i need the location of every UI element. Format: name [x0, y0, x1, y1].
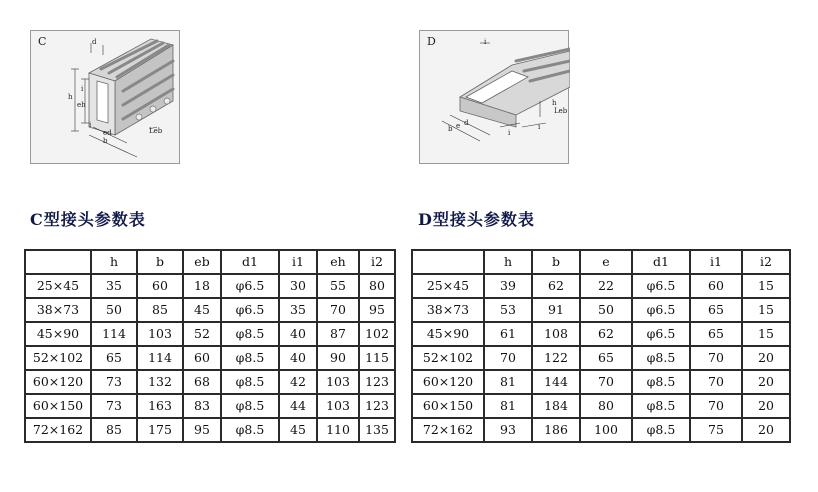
figure-d-letter: D — [427, 35, 436, 48]
figure-d-label-leb: Leb — [554, 107, 568, 115]
table-d-value-cell: φ8.5 — [632, 370, 690, 394]
table-d-value-cell: 144 — [532, 370, 580, 394]
figure-c-label-leb: Leb — [149, 127, 163, 135]
table-d-value-cell: φ8.5 — [632, 418, 690, 442]
table-d-value-cell: φ8.5 — [632, 394, 690, 418]
table-c-size-cell: 45×90 — [25, 322, 91, 346]
figure-c-letter: C — [38, 35, 47, 48]
table-d-header-cell: h — [484, 250, 532, 274]
table-d-value-cell: 184 — [532, 394, 580, 418]
table-c-header-cell: i1 — [279, 250, 317, 274]
table-c-value-cell: 87 — [317, 322, 359, 346]
table-d-body — [412, 250, 790, 442]
table-c-value-cell: 83 — [183, 394, 221, 418]
table-c-value-cell: 163 — [137, 394, 183, 418]
table-c-value-cell: 40 — [279, 322, 317, 346]
table-d-value-cell: 60 — [690, 274, 742, 298]
table-d-value-cell: 62 — [580, 322, 632, 346]
table-c-header-cell: eh — [317, 250, 359, 274]
table-c-body — [25, 250, 395, 442]
table-d-value-cell: 20 — [742, 394, 790, 418]
table-d-value-cell: 50 — [580, 298, 632, 322]
table-d-value-cell: 53 — [484, 298, 532, 322]
table-d-value-cell: 20 — [742, 370, 790, 394]
figure-d-label-d: d — [464, 119, 469, 127]
table-c-size-cell: 60×150 — [25, 394, 91, 418]
table-d-value-cell: 39 — [484, 274, 532, 298]
figure-d-label-i1: i — [508, 129, 511, 137]
table-d-header-cell: e — [580, 250, 632, 274]
table-d-value-cell: φ8.5 — [632, 346, 690, 370]
table-d-value-cell: 81 — [484, 370, 532, 394]
table-d-size-cell: 38×73 — [412, 298, 484, 322]
table-d-value-cell: 100 — [580, 418, 632, 442]
table-d-value-cell: 70 — [690, 370, 742, 394]
table-c-value-cell: 60 — [183, 346, 221, 370]
table-c-value-cell: 85 — [137, 298, 183, 322]
table-c-value-cell: 135 — [359, 418, 395, 442]
figure-d-label-h: h — [552, 99, 557, 107]
table-d-value-cell: 20 — [742, 418, 790, 442]
table-c-value-cell: 115 — [359, 346, 395, 370]
table-d-row — [412, 418, 790, 442]
table-d-header-cell: d1 — [632, 250, 690, 274]
table-c-value-cell: 40 — [279, 346, 317, 370]
table-c-value-cell: 95 — [359, 298, 395, 322]
table-c-value-cell: φ6.5 — [221, 274, 279, 298]
figure-d-label-e: e — [456, 122, 461, 130]
table-c-value-cell: 103 — [137, 322, 183, 346]
table-d-size-cell: 60×120 — [412, 370, 484, 394]
table-d-value-cell: 81 — [484, 394, 532, 418]
table-d-value-cell: 65 — [690, 322, 742, 346]
table-c-value-cell: 42 — [279, 370, 317, 394]
table-c-row — [25, 370, 395, 394]
table-c-title: C型接头参数表 — [30, 210, 146, 229]
table-d-size-cell: 60×150 — [412, 394, 484, 418]
figure-c-connector — [30, 30, 180, 164]
table-d-row — [412, 298, 790, 322]
table-d-row — [412, 322, 790, 346]
figure-c-label-d: d — [92, 38, 97, 46]
table-d-value-cell: 70 — [690, 346, 742, 370]
table-c-value-cell: 95 — [183, 418, 221, 442]
table-d-header-cell: b — [532, 250, 580, 274]
table-d-title: D型接头参数表 — [418, 210, 535, 229]
table-c-value-cell: 123 — [359, 394, 395, 418]
table-c-value-cell: 18 — [183, 274, 221, 298]
table-c-value-cell: 55 — [317, 274, 359, 298]
table-c-size-cell: 52×102 — [25, 346, 91, 370]
table-c-value-cell: 68 — [183, 370, 221, 394]
table-c-value-cell: 110 — [317, 418, 359, 442]
figure-c-label-h: h — [68, 93, 73, 101]
figure-d-label-b: b — [448, 125, 453, 133]
table-d-value-cell: 122 — [532, 346, 580, 370]
table-c-row — [25, 394, 395, 418]
table-c-header-cell: h — [91, 250, 137, 274]
table-c-size-cell: 38×73 — [25, 298, 91, 322]
table-c-value-cell: 114 — [137, 346, 183, 370]
table-d-header-row — [412, 250, 790, 274]
table-c-value-cell: 65 — [91, 346, 137, 370]
figure-d-label-i: i — [484, 38, 487, 46]
table-d-size-cell: 45×90 — [412, 322, 484, 346]
table-c-value-cell: 60 — [137, 274, 183, 298]
table-c-value-cell: 45 — [183, 298, 221, 322]
table-d-header-cell: i2 — [742, 250, 790, 274]
table-d-value-cell: 108 — [532, 322, 580, 346]
table-c-parameters — [24, 249, 396, 443]
figure-c-label-i: i — [81, 85, 84, 93]
drag-chain-c-illustration — [31, 31, 181, 165]
table-c-row — [25, 322, 395, 346]
table-c-header-cell: i2 — [359, 250, 395, 274]
table-c-value-cell: 35 — [91, 274, 137, 298]
table-d-value-cell: 80 — [580, 394, 632, 418]
table-c-row — [25, 298, 395, 322]
table-c-value-cell: 45 — [279, 418, 317, 442]
table-c-value-cell: φ6.5 — [221, 298, 279, 322]
figure-c-label-b: b — [103, 137, 108, 145]
table-d-value-cell: 65 — [580, 346, 632, 370]
figure-c-label-eh: eh — [77, 101, 86, 109]
table-c-value-cell: 80 — [359, 274, 395, 298]
table-c-value-cell: 35 — [279, 298, 317, 322]
table-d-size-cell: 72×162 — [412, 418, 484, 442]
table-d-parameters — [411, 249, 791, 443]
table-c-value-cell: 123 — [359, 370, 395, 394]
table-c-value-cell: 73 — [91, 370, 137, 394]
table-c-value-cell: 175 — [137, 418, 183, 442]
table-c-value-cell: 103 — [317, 370, 359, 394]
table-c-value-cell: 73 — [91, 394, 137, 418]
table-c-value-cell: 85 — [91, 418, 137, 442]
table-d-value-cell: 75 — [690, 418, 742, 442]
table-d-value-cell: 20 — [742, 346, 790, 370]
table-d-value-cell: 93 — [484, 418, 532, 442]
figure-c-label-i2: i — [89, 121, 92, 129]
table-d-value-cell: 62 — [532, 274, 580, 298]
table-d-value-cell: 91 — [532, 298, 580, 322]
table-c-value-cell: 132 — [137, 370, 183, 394]
table-c-value-cell: 102 — [359, 322, 395, 346]
table-c-size-cell: 60×120 — [25, 370, 91, 394]
table-c-value-cell: φ8.5 — [221, 370, 279, 394]
table-d-row — [412, 346, 790, 370]
table-d-value-cell: 15 — [742, 322, 790, 346]
table-c-row — [25, 418, 395, 442]
table-d-value-cell: 15 — [742, 298, 790, 322]
table-d-value-cell: 70 — [484, 346, 532, 370]
table-d-value-cell: 186 — [532, 418, 580, 442]
table-d-value-cell: φ6.5 — [632, 322, 690, 346]
table-d-value-cell: 15 — [742, 274, 790, 298]
table-c-value-cell: φ8.5 — [221, 346, 279, 370]
table-c-size-cell: 72×162 — [25, 418, 91, 442]
table-d-value-cell: 61 — [484, 322, 532, 346]
table-d-value-cell: 22 — [580, 274, 632, 298]
table-c-value-cell: 52 — [183, 322, 221, 346]
table-c-header-cell: b — [137, 250, 183, 274]
figure-c-label-ed: ed — [103, 129, 112, 137]
table-d-header-cell — [412, 250, 484, 274]
table-c-value-cell: φ8.5 — [221, 322, 279, 346]
table-d-row — [412, 274, 790, 298]
table-d-value-cell: 65 — [690, 298, 742, 322]
table-d-row — [412, 370, 790, 394]
table-c-row — [25, 346, 395, 370]
table-d-value-cell: φ6.5 — [632, 298, 690, 322]
drag-chain-d-illustration — [420, 31, 570, 165]
table-c-value-cell: 103 — [317, 394, 359, 418]
table-d-size-cell: 25×45 — [412, 274, 484, 298]
table-c-value-cell: φ8.5 — [221, 418, 279, 442]
table-c-value-cell: 114 — [91, 322, 137, 346]
table-d-row — [412, 394, 790, 418]
figure-d-connector — [419, 30, 569, 164]
table-c-value-cell: 50 — [91, 298, 137, 322]
table-c-header-cell — [25, 250, 91, 274]
table-c-value-cell: φ8.5 — [221, 394, 279, 418]
table-c-header-row — [25, 250, 395, 274]
table-d-size-cell: 52×102 — [412, 346, 484, 370]
table-c-value-cell: 90 — [317, 346, 359, 370]
table-d-header-cell: i1 — [690, 250, 742, 274]
table-c-value-cell: 44 — [279, 394, 317, 418]
table-d-value-cell: 70 — [690, 394, 742, 418]
table-c-value-cell: 30 — [279, 274, 317, 298]
figure-d-label-i2: i — [538, 123, 541, 131]
table-c-header-cell: eb — [183, 250, 221, 274]
table-c-size-cell: 25×45 — [25, 274, 91, 298]
table-c-header-cell: d1 — [221, 250, 279, 274]
table-c-row — [25, 274, 395, 298]
table-c-value-cell: 70 — [317, 298, 359, 322]
table-d-value-cell: 70 — [580, 370, 632, 394]
table-d-value-cell: φ6.5 — [632, 274, 690, 298]
